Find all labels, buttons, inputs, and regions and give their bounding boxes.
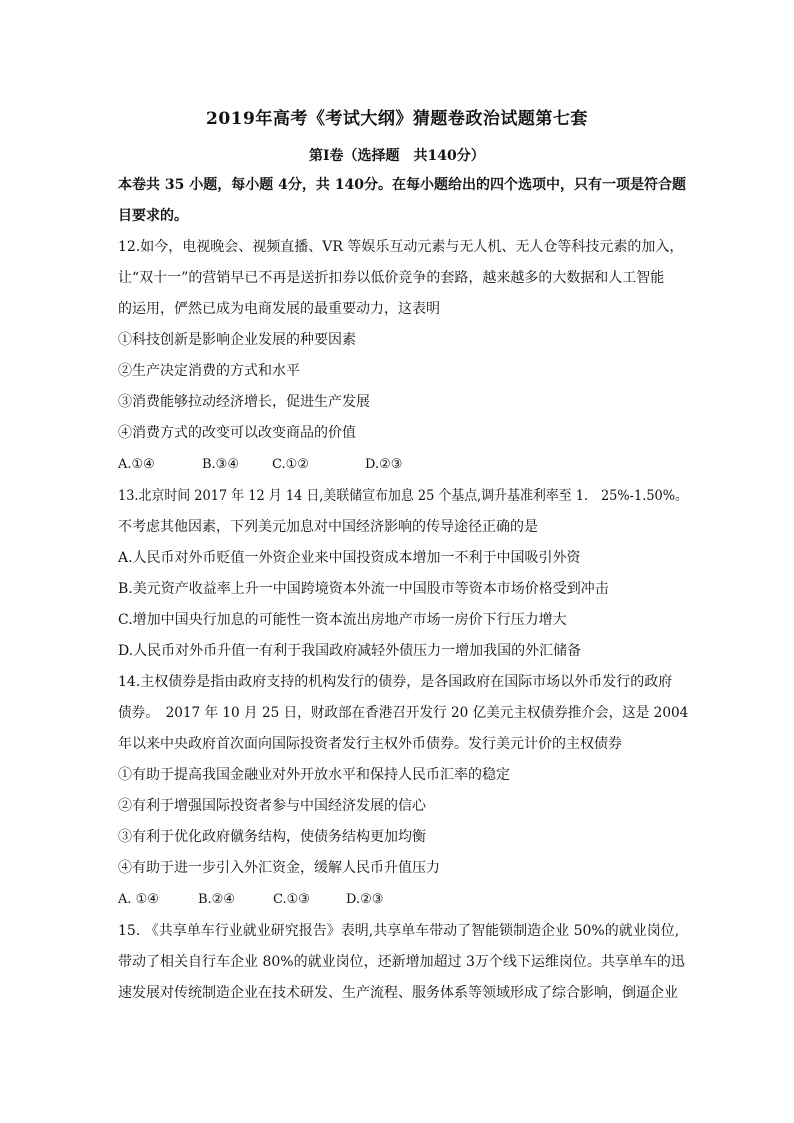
q12-statement-4: ④消费方式的改变可以改变商品的价值 (118, 425, 356, 441)
q15-stem-line-3: 速发展对传统制造企业在技术研发、生产流程、服务体系等领域形成了综合影响，倒逼企业 (118, 985, 678, 1001)
q14-option-c: C.①③ (273, 892, 310, 907)
q12-statement-1: ①科技创新是影响企业发展的种要因素 (118, 332, 356, 348)
q14-stem-line-2: 债券。 2017 年 10 月 25 日，财政部在香港召开发行 20 亿美元主权债券推介会，这是 2004 (118, 705, 689, 721)
instructions-line-2: 目要求的。 (118, 208, 188, 224)
q13-option-c: C.增加中国央行加息的可能性一资本流出房地产市场一房价下行压力增大 (118, 612, 567, 628)
q12-option-d: D.②③ (365, 457, 403, 472)
q12-option-c: C.①② (272, 457, 309, 472)
instructions-line-1: 本卷共 35 小题，每小题 4分，共 140分。在每小题给出的四个选项中，只有一项是符合题 (118, 177, 686, 193)
q14-option-d: D.②③ (346, 892, 384, 907)
q14-statement-2: ②有利于增强国际投资者参与中国经济发展的信心 (118, 798, 426, 814)
q14-statement-3: ③有利于优化政府僦务结构，使债务结构更加均衡 (118, 829, 426, 845)
q14-stem-line-1: 14.主权债券是指由政府支持的机构发行的债券，是各国政府在国际市场以外币发行的政府 (118, 674, 673, 690)
exam-title: 2019年高考《考试大纲》猜题卷政治试题第七套 (206, 109, 588, 129)
q13-stem-line-2: 不考虑其他因素，下列美元加息对中国经济影响的传导途径正确的是 (118, 519, 538, 535)
q15-stem-line-1: 15. 《共享单车行业就业研究报告》表明,共享单车带动了智能锁制造企业 50%的就业岗位, (118, 923, 680, 939)
q14-stem-line-3: 年以来中央政府首次面向国际投资者发行主权外币债券。发行美元计价的主权债券 (118, 736, 622, 752)
q12-option-b: B.③④ (202, 457, 239, 472)
q12-stem-line-3: 的运用，俨然已成为电商发展的最重要动力，这表明 (118, 301, 440, 317)
q14-statement-1: ①有助于提高我国金融业对外开放水平和保持人民币汇率的稳定 (118, 767, 510, 783)
section-title: 第Ⅰ卷（选择题 共140分） (309, 148, 485, 164)
q12-stem-line-1: 12.如今，电视晚会、视频直播、VR 等娱乐互动元素与无人机、无人仓等科技元素的加入， (118, 239, 684, 255)
q12-statement-3: ③消费能够拉动经济增长，促进生产发展 (118, 394, 370, 410)
q14-option-b: B.②④ (198, 892, 235, 907)
q13-option-b: B.美元资产收益率上升一中国跨境资本外流一中国股市等资本市场价格受到冲击 (118, 581, 609, 597)
q14-option-a: A. ①④ (118, 892, 159, 907)
q14-statement-4: ④有助于进一步引入外汇资金，缓解人民币升值压力 (118, 860, 440, 876)
q15-stem-line-2: 带动了相关自行车企业 80%的就业岗位，还新增加超过 3万个线下运维岗位。共享单车的迅 (118, 954, 685, 970)
q12-statement-2: ②生产决定消费的方式和水平 (118, 363, 300, 379)
q13-option-a: A.人民币对外币贬值一外资企业来中国投资成本增加一不利于中国吸引外资 (118, 550, 581, 566)
q13-option-d: D.人民币对外币升值一有利于我国政府减轻外债压力一增加我国的外汇储备 (118, 643, 582, 659)
q13-stem-line-1: 13.北京时间 2017 年 12 月 14 日,美联储宣布加息 25 个基点,调升基准利率至 1． 25%-1.50%。 (118, 488, 688, 504)
q12-option-a: A.①④ (118, 457, 155, 472)
q12-stem-line-2: 让“双十一”的营销早已不再是送折扣券以低价竞争的套路，越来越多的大数据和人工智能 (118, 270, 665, 286)
